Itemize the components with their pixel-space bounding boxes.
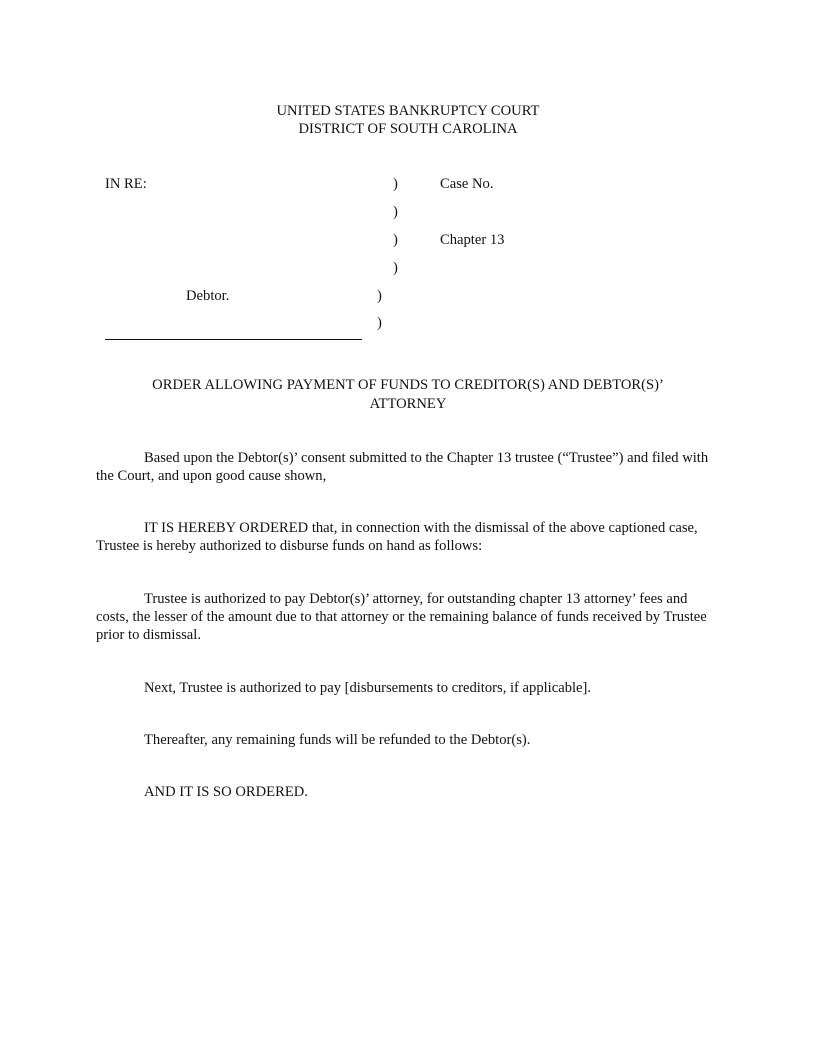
case-number-label: Case No. bbox=[440, 176, 494, 192]
paragraph-consent: Based upon the Debtor(s)’ consent submitted to the Chapter 13 trustee (“Trustee”) and filed with the Court, and upon good cause shown, bbox=[96, 450, 709, 484]
caption-rule bbox=[105, 339, 362, 340]
debtor-label: Debtor. bbox=[186, 288, 230, 304]
order-title-line2: ATTORNEY bbox=[369, 396, 447, 412]
paragraph-creditors: Next, Trustee is authorized to pay [disbursements to creditors, if applicable]. bbox=[144, 680, 592, 696]
in-re-label: IN RE: bbox=[105, 176, 147, 192]
caption-paren: ) bbox=[377, 315, 382, 331]
paragraph-attorney-fees: Trustee is authorized to pay Debtor(s)’ attorney, for outstanding chapter 13 attorney’ fees and costs, the lesser of the amount due to that attorney or the remaining balance of funds received by Trustee prior to dismissal. bbox=[96, 591, 707, 643]
court-district: DISTRICT OF SOUTH CAROLINA bbox=[298, 121, 518, 137]
paragraph-ordered: IT IS HEREBY ORDERED that, in connection with the dismissal of the above captioned case, Trustee is hereby authorized to disburse funds on hand as follows: bbox=[96, 520, 698, 554]
chapter-label: Chapter 13 bbox=[440, 232, 505, 248]
paragraph-so-ordered: AND IT IS SO ORDERED. bbox=[144, 784, 308, 800]
court-name: UNITED STATES BANKRUPTCY COURT bbox=[276, 103, 540, 119]
caption-paren: ) bbox=[393, 260, 398, 276]
order-title-line1: ORDER ALLOWING PAYMENT OF FUNDS TO CREDITOR(S) AND DEBTOR(S)’ bbox=[152, 377, 664, 393]
caption-paren: ) bbox=[393, 204, 398, 220]
caption-paren: ) bbox=[393, 232, 398, 248]
caption-paren: ) bbox=[393, 176, 398, 192]
caption-paren: ) bbox=[377, 288, 382, 304]
paragraph-refund: Thereafter, any remaining funds will be refunded to the Debtor(s). bbox=[144, 732, 531, 748]
